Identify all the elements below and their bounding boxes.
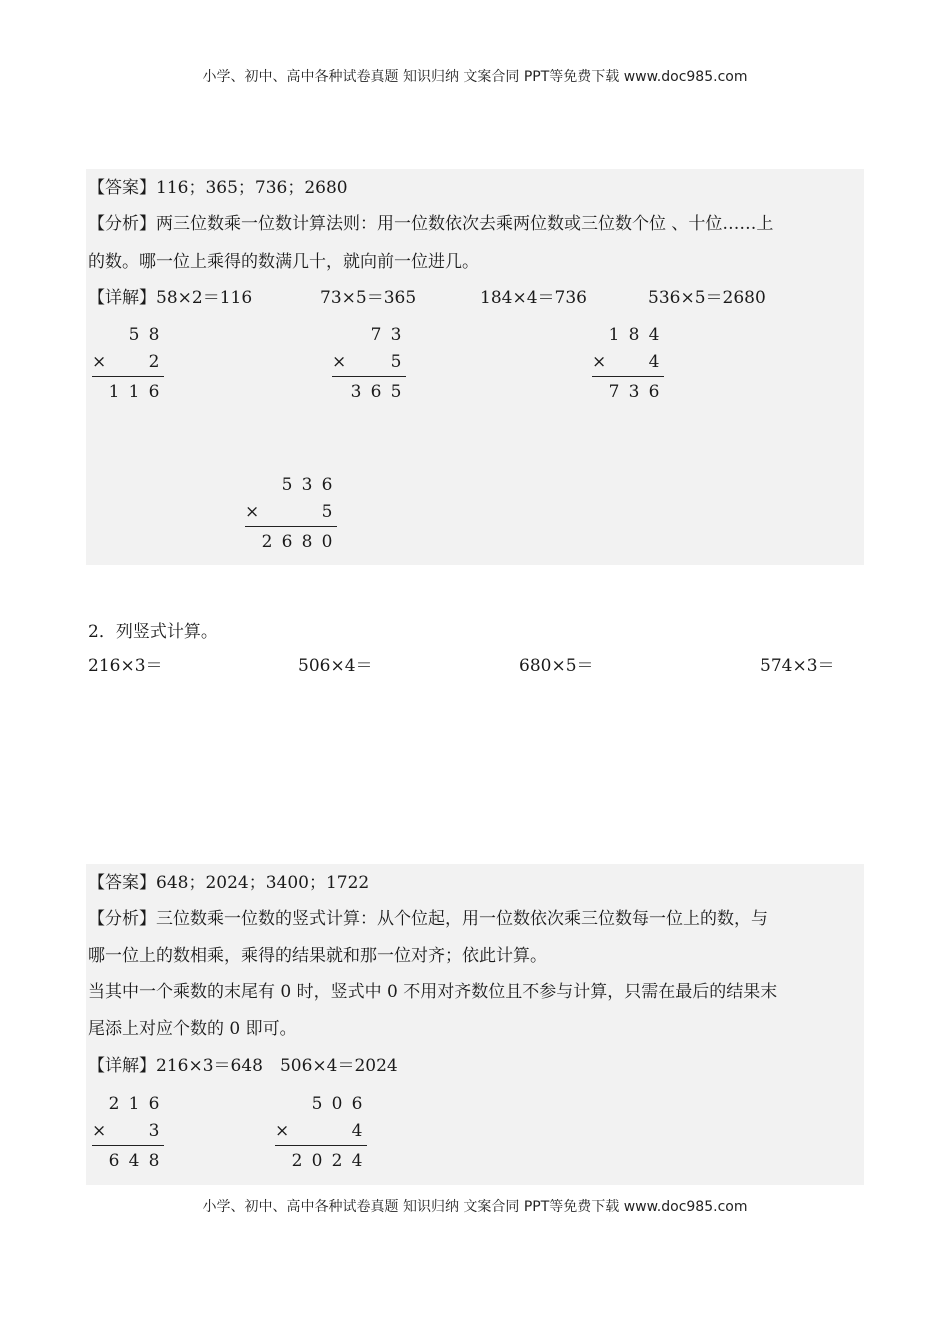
vertical-calculation bbox=[245, 475, 337, 559]
digit: 4 bbox=[128, 1151, 140, 1171]
multiply-sign: × bbox=[245, 502, 260, 522]
digit: 8 bbox=[148, 1151, 160, 1171]
calc-rule bbox=[275, 1145, 367, 1146]
question-item: 574×3＝ bbox=[760, 656, 835, 676]
digit: 6 bbox=[108, 1151, 120, 1171]
analysis-line: 【分析】两三位数乘一位数计算法则：用一位数依次去乘两位数或三位数个位 、十位……上 bbox=[88, 214, 774, 234]
calc-rule bbox=[592, 376, 664, 377]
vertical-calculation bbox=[592, 325, 664, 409]
digit: 1 bbox=[128, 382, 140, 402]
digit: 2 bbox=[291, 1151, 303, 1171]
digit: 7 bbox=[370, 325, 382, 345]
digit: 8 bbox=[301, 532, 313, 552]
multiply-sign: × bbox=[592, 352, 607, 372]
digit: 3 bbox=[148, 1121, 160, 1141]
detail-line: 【详解】58×2＝116 bbox=[88, 288, 253, 308]
analysis-line: 尾添上对应个数的 0 即可。 bbox=[88, 1019, 297, 1039]
digit: 2 bbox=[261, 532, 273, 552]
answer-line: 【答案】648；2024；3400；1722 bbox=[88, 873, 370, 893]
analysis-line: 【分析】三位数乘一位数的竖式计算：从个位起，用一位数依次乘三位数每一位上的数，与 bbox=[88, 909, 768, 929]
digit: 5 bbox=[128, 325, 140, 345]
multiply-sign: × bbox=[332, 352, 347, 372]
digit: 3 bbox=[390, 325, 402, 345]
digit: 4 bbox=[351, 1121, 363, 1141]
digit: 2 bbox=[331, 1151, 343, 1171]
analysis-line: 哪一位上的数相乘，乘得的结果就和那一位对齐；依此计算。 bbox=[88, 946, 547, 966]
digit: 8 bbox=[628, 325, 640, 345]
digit: 0 bbox=[311, 1151, 323, 1171]
multiply-sign: × bbox=[275, 1121, 290, 1141]
digit: 2 bbox=[148, 352, 160, 372]
vertical-calculation bbox=[92, 325, 164, 409]
digit: 6 bbox=[148, 382, 160, 402]
digit: 4 bbox=[351, 1151, 363, 1171]
calc-rule bbox=[332, 376, 406, 377]
digit: 8 bbox=[148, 325, 160, 345]
digit: 1 bbox=[128, 1094, 140, 1114]
digit: 6 bbox=[370, 382, 382, 402]
page-header: 小学、初中、高中各种试卷真题 知识归纳 文案合同 PPT等免费下载 www.doc985.com bbox=[202, 69, 748, 85]
digit: 3 bbox=[301, 475, 313, 495]
calc-rule bbox=[245, 526, 337, 527]
detail-equation: 184×4＝736 bbox=[480, 288, 587, 308]
digit: 4 bbox=[648, 325, 660, 345]
digit: 6 bbox=[351, 1094, 363, 1114]
analysis-line: 的数。哪一位上乘得的数满几十，就向前一位进几。 bbox=[88, 252, 479, 272]
digit: 5 bbox=[281, 475, 293, 495]
digit: 5 bbox=[390, 352, 402, 372]
digit: 3 bbox=[628, 382, 640, 402]
digit: 6 bbox=[321, 475, 333, 495]
multiply-sign: × bbox=[92, 352, 107, 372]
digit: 6 bbox=[148, 1094, 160, 1114]
calc-rule bbox=[92, 376, 164, 377]
digit: 6 bbox=[281, 532, 293, 552]
digit: 5 bbox=[311, 1094, 323, 1114]
vertical-calculation bbox=[332, 325, 406, 409]
digit: 6 bbox=[648, 382, 660, 402]
detail-equation: 536×5＝2680 bbox=[648, 288, 766, 308]
multiply-sign: × bbox=[92, 1121, 107, 1141]
calc-rule bbox=[92, 1145, 164, 1146]
question-item: 680×5＝ bbox=[519, 656, 594, 676]
vertical-calculation bbox=[92, 1094, 164, 1178]
vertical-calculation bbox=[275, 1094, 367, 1178]
digit: 1 bbox=[108, 382, 120, 402]
digit: 4 bbox=[648, 352, 660, 372]
analysis-line: 当其中一个乘数的末尾有 0 时，竖式中 0 不用对齐数位且不参与计算，只需在最后的结果末 bbox=[88, 982, 778, 1002]
digit: 0 bbox=[321, 532, 333, 552]
detail-equation: 73×5＝365 bbox=[320, 288, 417, 308]
digit: 5 bbox=[390, 382, 402, 402]
digit: 0 bbox=[331, 1094, 343, 1114]
digit: 2 bbox=[108, 1094, 120, 1114]
detail-line: 【详解】216×3＝648 506×4＝2024 bbox=[88, 1056, 398, 1076]
question-item: 506×4＝ bbox=[298, 656, 373, 676]
question-title: 2．列竖式计算。 bbox=[88, 622, 218, 642]
digit: 1 bbox=[608, 325, 620, 345]
digit: 7 bbox=[608, 382, 620, 402]
digit: 5 bbox=[321, 502, 333, 522]
digit: 3 bbox=[350, 382, 362, 402]
page-footer: 小学、初中、高中各种试卷真题 知识归纳 文案合同 PPT等免费下载 www.doc985.com bbox=[202, 1199, 748, 1215]
question-item: 216×3＝ bbox=[88, 656, 163, 676]
answer-line: 【答案】116；365；736；2680 bbox=[88, 178, 348, 198]
